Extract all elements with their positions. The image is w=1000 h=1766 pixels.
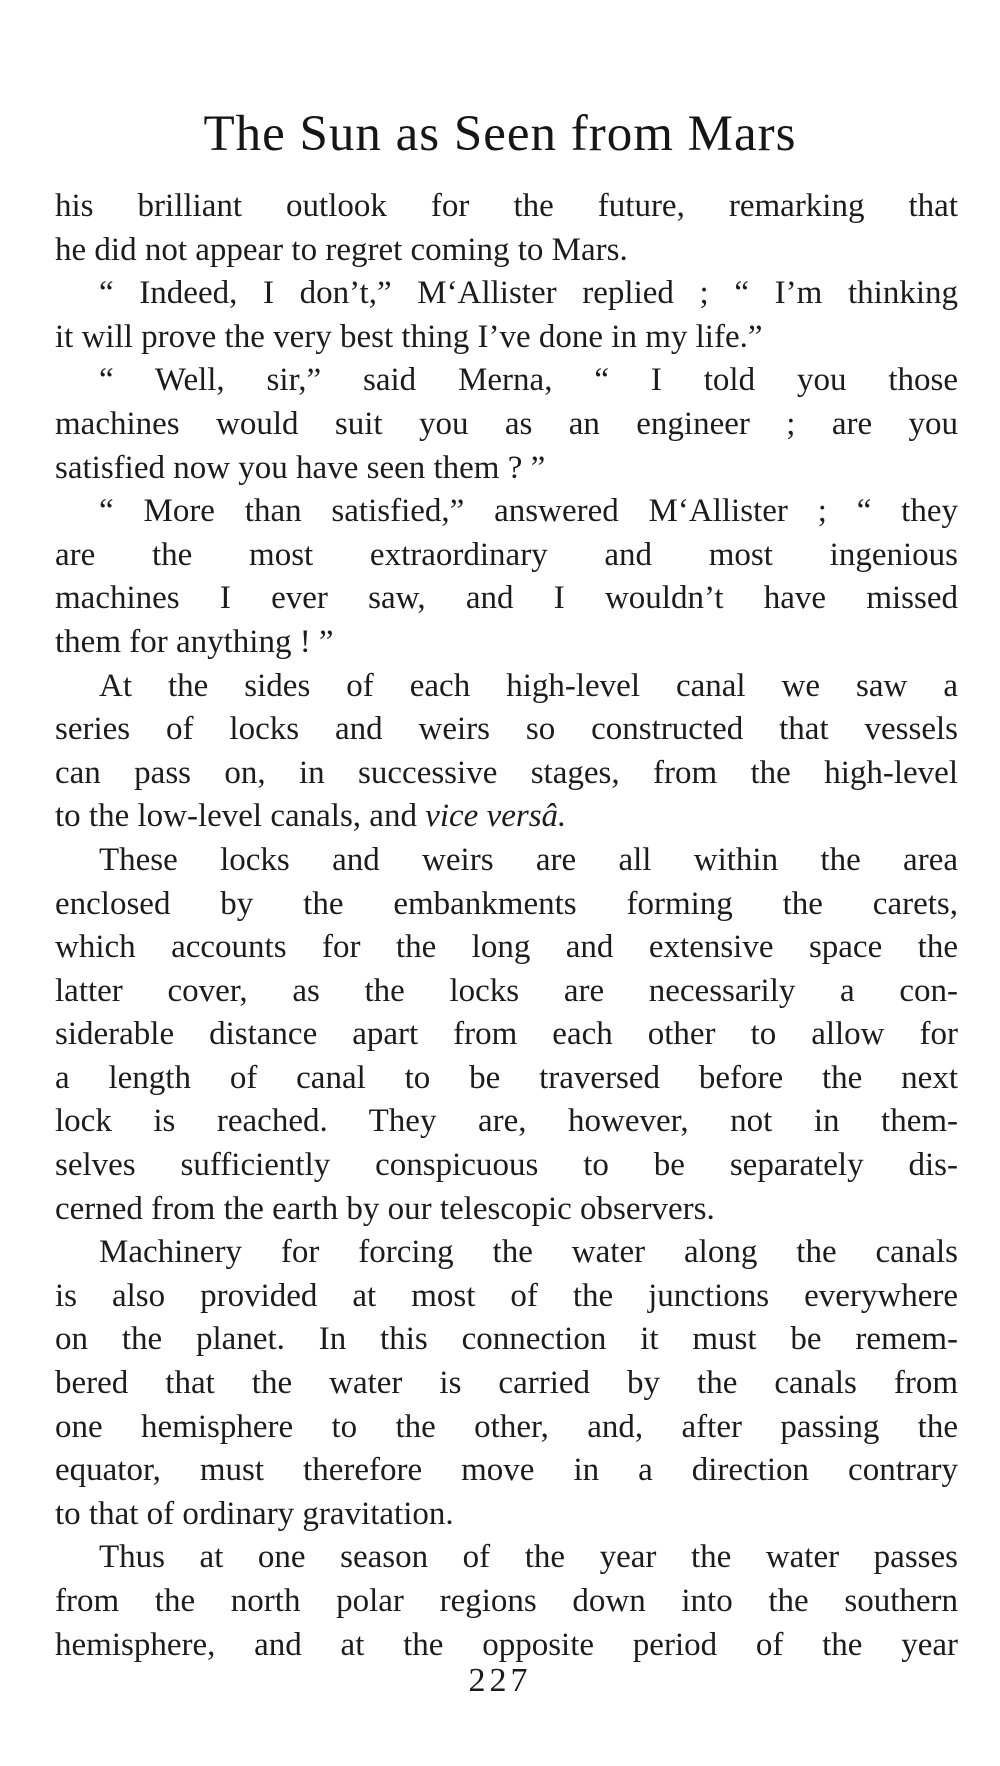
text-line-content: series of locks and weirs so constructed that vessels <box>55 711 958 748</box>
text-line <box>55 926 958 970</box>
text-line <box>55 1362 958 1406</box>
text-line <box>55 1013 958 1057</box>
text-line-content: cerned from the earth by our telescopic observers. <box>55 1190 715 1227</box>
text-line-content: These locks and weirs are all within the area <box>99 841 958 878</box>
text-line <box>55 316 958 360</box>
text-line-content: machines would suit you as an engineer ; are you <box>55 405 958 442</box>
text-line-content: is also provided at most of the junctions everywhere <box>55 1277 958 1314</box>
text-line-content: one hemisphere to the other, and, after passing the <box>55 1408 958 1445</box>
text-line-content: satisfied now you have seen them ? ” <box>55 449 546 486</box>
text-line <box>55 1144 958 1188</box>
text-line <box>55 359 958 403</box>
text-line <box>55 708 958 752</box>
text-line <box>55 229 958 273</box>
text-line <box>55 577 958 621</box>
text-line <box>55 1275 958 1319</box>
text-line-content: it will prove the very best thing I’ve done in my life.” <box>55 318 763 355</box>
text-line-content: “ Indeed, I don’t,” M‘Allister replied ; “ I’m thinking <box>99 275 958 312</box>
text-line-content: his brilliant outlook for the future, remarking that <box>55 188 958 224</box>
running-head: The Sun as Seen from Mars <box>203 106 797 162</box>
text-line <box>55 1318 958 1362</box>
text-line-content: them for anything ! ” <box>55 623 334 660</box>
text-line <box>55 665 958 709</box>
italic-phrase: vice versâ. <box>425 798 567 835</box>
text-line <box>55 403 958 447</box>
text-line <box>55 1449 958 1493</box>
text-line <box>55 752 958 796</box>
text-line-content: he did not appear to regret coming to Mars. <box>55 231 628 268</box>
text-line <box>55 1100 958 1144</box>
text-line <box>55 1406 958 1450</box>
text-line <box>55 1231 958 1275</box>
text-line-content: At the sides of each high-level canal we saw a <box>99 667 958 704</box>
text-line-content: which accounts for the long and extensive space the <box>55 929 958 966</box>
text-line-content: a length of canal to be traversed before the next <box>55 1059 958 1096</box>
text-line <box>55 1536 958 1580</box>
text-line <box>55 1580 958 1624</box>
text-line <box>55 1057 958 1101</box>
text-line <box>55 272 958 316</box>
text-line <box>55 1188 958 1232</box>
text-line-content: latter cover, as the locks are necessarily a con- <box>55 972 958 1009</box>
text-line-content: bered that the water is carried by the canals from <box>55 1365 958 1402</box>
text-line-content: selves sufficiently conspicuous to be separately dis- <box>55 1147 958 1184</box>
text-line-content: equator, must therefore move in a direction contrary <box>55 1452 958 1489</box>
text-line-content: lock is reached. They are, however, not in them- <box>55 1103 958 1140</box>
text-line-content: “ More than satisfied,” answered M‘Allister ; “ they <box>99 493 958 530</box>
text-line <box>55 185 958 229</box>
text-line-content: Thus at one season of the year the water passes <box>99 1539 958 1576</box>
page-number: 227 <box>468 1662 532 1699</box>
text-line-content: siderable distance apart from each other to allow for <box>55 1016 958 1053</box>
text-line-content: machines I ever saw, and I wouldn’t have missed <box>55 580 958 617</box>
text-line-content: are the most extraordinary and most ingenious <box>55 536 958 573</box>
text-line <box>55 490 958 534</box>
text-line-content: can pass on, in successive stages, from the high-level <box>55 754 958 791</box>
text-line <box>55 534 958 578</box>
text-line <box>55 839 958 883</box>
text-line <box>55 621 958 665</box>
text-line <box>55 795 958 839</box>
text-line <box>55 1624 958 1668</box>
text-line <box>55 883 958 927</box>
text-line-content: to the low-level canals, and <box>55 798 426 835</box>
text-line <box>55 1493 958 1537</box>
text-line-content: enclosed by the embankments forming the carets, <box>55 885 958 922</box>
text-line-content: “ Well, sir,” said Merna, “ I told you those <box>99 362 958 399</box>
text-line-content: on the planet. In this connection it must be remem- <box>55 1321 958 1358</box>
text-line <box>55 970 958 1014</box>
text-line-content: Machinery for forcing the water along the canals <box>99 1234 958 1271</box>
text-line-content: hemisphere, and at the opposite period of the year <box>55 1626 958 1663</box>
body-text <box>55 185 958 1667</box>
text-line-content: to that of ordinary gravitation. <box>55 1495 454 1532</box>
text-line-content: from the north polar regions down into the southern <box>55 1583 958 1619</box>
text-line <box>55 447 958 491</box>
